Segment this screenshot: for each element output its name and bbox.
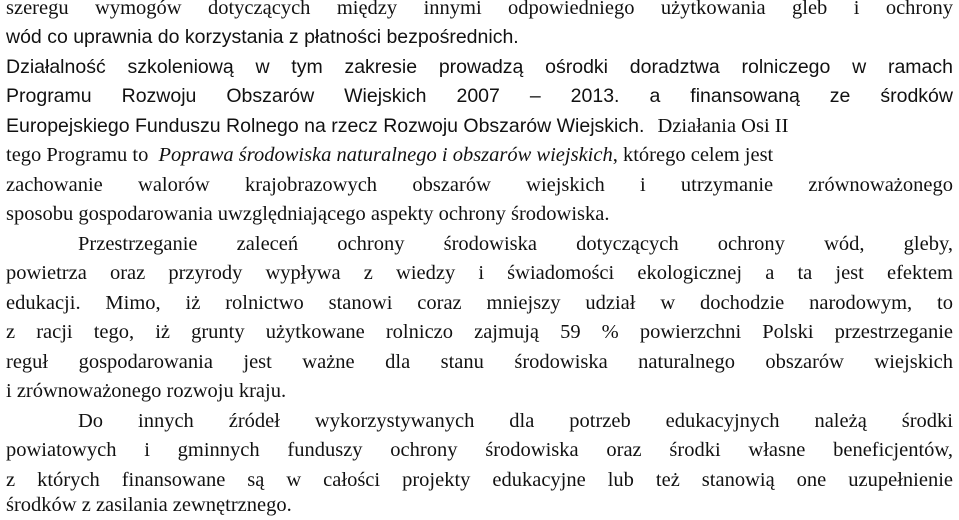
program-intro: tego Programu to [6, 144, 149, 166]
text-line-10: powietrza oraz przyrody wypływa z wiedzy i świadomości ekologicznej a ta jest efektem [6, 262, 953, 284]
text-line-17: z których finansowane są w całości projekty edukacyjne lub też stanowią one uzupełnienie [6, 469, 953, 491]
text-line-18: środków z zasilania zewnętrznego. [6, 494, 292, 516]
text-line-3: Działalność szkoleniową w tym zakresie prowadzą ośrodki doradztwa rolniczego w ramach [6, 56, 953, 78]
text-line-13: reguł gospodarowania jest ważne dla stanu środowiska naturalnego obszarów wiejskich [6, 351, 953, 373]
text-line-5 [6, 111, 953, 141]
text-line-15: Do innych źródeł wykorzystywanych dla potrzeb edukacyjnych należą środki [78, 410, 953, 432]
text-line-4: Programu Rozwoju Obszarów Wiejskich 2007 – 2013. a finansowaną ze środków [6, 85, 953, 107]
text-line-6 [6, 140, 953, 170]
text-line-11: edukacji. Mimo, iż rolnictwo stanowi coraz mniejszy udział w dochodzie narodowym, to [6, 292, 953, 314]
text-line-1: szeregu wymogów dotyczących między innymi odpowiedniego użytkowania gleb i ochrony [6, 0, 953, 19]
sentence-axis-intro: Działania Osi II [657, 115, 789, 137]
program-name-italic: Poprawa środowiska naturalnego i obszarów wiejskich [158, 144, 613, 166]
sentence-efrrow: Europejskiego Funduszu Rolnego na rzecz Rozwoju Obszarów Wiejskich. [6, 115, 645, 137]
text-line-2: wód co uprawnia do korzystania z płatności bezpośrednich. [6, 26, 519, 48]
text-line-8: sposobu gospodarowania uwzględniającego aspekty ochrony środowiska. [6, 203, 610, 225]
text-line-14: i zrównoważonego rozwoju kraju. [6, 380, 287, 402]
program-goal: , którego celem jest [612, 144, 774, 166]
text-line-9: Przestrzeganie zaleceń ochrony środowiska dotyczących ochrony wód, gleby, [78, 233, 953, 255]
text-line-7: zachowanie walorów krajobrazowych obszarów wiejskich i utrzymanie zrównoważonego [6, 174, 953, 196]
text-line-16: powiatowych i gminnych funduszy ochrony środowiska oraz środki własne beneficjentów, [6, 439, 953, 461]
text-line-12: z racji tego, iż grunty użytkowane rolniczo zajmują 59 % powierzchni Polski przestrzeganie [6, 321, 953, 343]
